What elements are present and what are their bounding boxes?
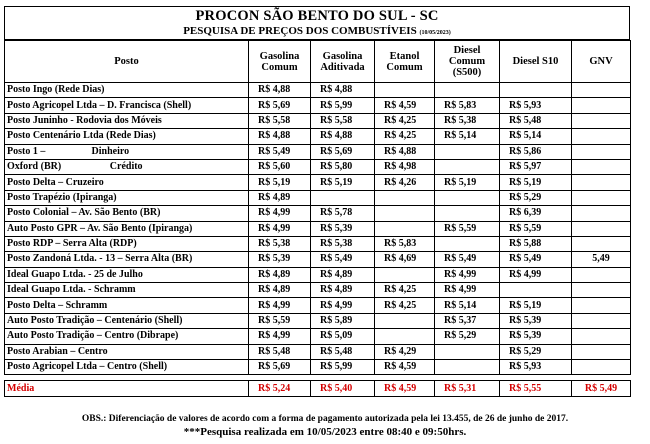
price-gnv: 5,49 bbox=[572, 252, 631, 267]
station-name: Posto Agricopel Ltda – Centro (Shell) bbox=[5, 360, 249, 375]
price-gnv bbox=[572, 360, 631, 375]
price-gasolina-comum: R$ 5,59 bbox=[249, 313, 311, 328]
price-gasolina-aditivada: R$ 5,48 bbox=[311, 344, 375, 359]
station-name: Posto Delta – Cruzeiro bbox=[5, 175, 249, 190]
price-diesel-s10: R$ 5,19 bbox=[500, 175, 572, 190]
price-diesel-s10: R$ 5,39 bbox=[500, 313, 572, 328]
price-diesel-s10: R$ 5,14 bbox=[500, 129, 572, 144]
price-diesel-comum: R$ 4,99 bbox=[435, 283, 500, 298]
station-name: Posto RDP – Serra Alta (RDP) bbox=[5, 236, 249, 251]
station-name: Posto Arabian – Centro bbox=[5, 344, 249, 359]
table-row bbox=[5, 113, 631, 128]
price-gnv bbox=[572, 329, 631, 344]
payment-mode-label: Dinheiro bbox=[91, 145, 130, 157]
price-table-body bbox=[5, 83, 631, 375]
price-diesel-comum: R$ 5,49 bbox=[435, 252, 500, 267]
table-row bbox=[5, 329, 631, 344]
page-title: PROCON SÃO BENTO DO SUL - SC bbox=[195, 8, 439, 24]
price-gnv bbox=[572, 83, 631, 98]
price-etanol: R$ 5,83 bbox=[375, 236, 435, 251]
average-diesel-comum: R$ 5,31 bbox=[435, 381, 500, 397]
price-gasolina-comum: R$ 5,39 bbox=[249, 252, 311, 267]
table-row bbox=[5, 190, 631, 205]
price-gasolina-comum: R$ 5,38 bbox=[249, 236, 311, 251]
table-row-oxford-credito bbox=[5, 159, 631, 174]
average-row bbox=[5, 381, 631, 397]
station-name: Ideal Guapo Ltda. - 25 de Julho bbox=[5, 267, 249, 282]
price-etanol: R$ 4,59 bbox=[375, 98, 435, 113]
column-header-diesel-comum: Diesel Comum (S500) bbox=[435, 41, 500, 83]
header-box bbox=[4, 6, 630, 40]
station-name-oxford-dinheiro bbox=[5, 144, 249, 159]
station-name: Posto Juninho - Rodovia dos Móveis bbox=[5, 113, 249, 128]
price-diesel-s10: R$ 5,29 bbox=[500, 344, 572, 359]
table-row bbox=[5, 252, 631, 267]
price-gasolina-comum: R$ 5,49 bbox=[249, 144, 311, 159]
table-row bbox=[5, 360, 631, 375]
table-row bbox=[5, 298, 631, 313]
price-gasolina-comum: R$ 5,19 bbox=[249, 175, 311, 190]
price-diesel-s10: R$ 5,49 bbox=[500, 252, 572, 267]
price-etanol bbox=[375, 329, 435, 344]
average-diesel-s10: R$ 5,55 bbox=[500, 381, 572, 397]
price-etanol: R$ 4,25 bbox=[375, 129, 435, 144]
column-header-posto: Posto bbox=[5, 41, 249, 83]
oxford-label-line: Posto 1 – bbox=[7, 145, 46, 157]
price-gasolina-comum: R$ 4,88 bbox=[249, 83, 311, 98]
price-gnv bbox=[572, 221, 631, 236]
price-gasolina-aditivada: R$ 4,88 bbox=[311, 83, 375, 98]
price-diesel-comum bbox=[435, 159, 500, 174]
price-etanol: R$ 4,88 bbox=[375, 144, 435, 159]
station-name: Posto Delta – Schramm bbox=[5, 298, 249, 313]
price-gasolina-comum: R$ 4,99 bbox=[249, 298, 311, 313]
price-gasolina-aditivada: R$ 5,09 bbox=[311, 329, 375, 344]
price-gnv bbox=[572, 113, 631, 128]
price-gasolina-aditivada: R$ 5,99 bbox=[311, 360, 375, 375]
table-header-row bbox=[5, 41, 631, 83]
table-row bbox=[5, 267, 631, 282]
price-diesel-comum bbox=[435, 83, 500, 98]
price-diesel-comum: R$ 5,38 bbox=[435, 113, 500, 128]
price-diesel-s10: R$ 5,88 bbox=[500, 236, 572, 251]
price-diesel-s10: R$ 5,59 bbox=[500, 221, 572, 236]
average-table bbox=[4, 380, 631, 397]
price-diesel-s10: R$ 6,39 bbox=[500, 206, 572, 221]
price-etanol bbox=[375, 190, 435, 205]
price-gasolina-comum: R$ 4,89 bbox=[249, 283, 311, 298]
price-diesel-s10: R$ 5,97 bbox=[500, 159, 572, 174]
price-diesel-s10: R$ 5,29 bbox=[500, 190, 572, 205]
price-diesel-comum bbox=[435, 360, 500, 375]
price-diesel-comum bbox=[435, 206, 500, 221]
price-diesel-s10: R$ 5,39 bbox=[500, 329, 572, 344]
price-gasolina-aditivada: R$ 4,89 bbox=[311, 283, 375, 298]
column-header-gnv: GNV bbox=[572, 41, 631, 83]
price-table bbox=[4, 40, 631, 375]
price-diesel-s10: R$ 4,99 bbox=[500, 267, 572, 282]
price-gnv bbox=[572, 98, 631, 113]
price-diesel-comum bbox=[435, 190, 500, 205]
price-etanol: R$ 4,59 bbox=[375, 360, 435, 375]
price-gnv bbox=[572, 236, 631, 251]
price-gasolina-comum: R$ 5,58 bbox=[249, 113, 311, 128]
price-gasolina-comum: R$ 4,88 bbox=[249, 129, 311, 144]
price-gasolina-aditivada: R$ 5,58 bbox=[311, 113, 375, 128]
price-gasolina-comum: R$ 5,69 bbox=[249, 360, 311, 375]
price-diesel-s10: R$ 5,93 bbox=[500, 98, 572, 113]
price-gasolina-aditivada: R$ 5,39 bbox=[311, 221, 375, 236]
station-name: Auto Posto Tradição – Centro (Dibrape) bbox=[5, 329, 249, 344]
average-gnv: R$ 5,49 bbox=[572, 381, 631, 397]
station-name: Posto Centenário Ltda (Rede Dias) bbox=[5, 129, 249, 144]
table-row bbox=[5, 313, 631, 328]
table-row bbox=[5, 283, 631, 298]
price-diesel-comum: R$ 5,14 bbox=[435, 298, 500, 313]
table-row bbox=[5, 344, 631, 359]
price-gasolina-aditivada: R$ 5,49 bbox=[311, 252, 375, 267]
price-gasolina-comum: R$ 4,89 bbox=[249, 267, 311, 282]
price-gnv bbox=[572, 267, 631, 282]
price-gnv bbox=[572, 298, 631, 313]
price-diesel-comum: R$ 5,59 bbox=[435, 221, 500, 236]
price-diesel-comum: R$ 5,83 bbox=[435, 98, 500, 113]
price-gasolina-comum: R$ 4,89 bbox=[249, 190, 311, 205]
price-gasolina-aditivada: R$ 5,38 bbox=[311, 236, 375, 251]
price-diesel-s10 bbox=[500, 83, 572, 98]
price-etanol: R$ 4,25 bbox=[375, 283, 435, 298]
average-gasolina-comum: R$ 5,24 bbox=[249, 381, 311, 397]
price-gasolina-comum: R$ 4,99 bbox=[249, 221, 311, 236]
price-gasolina-aditivada: R$ 5,78 bbox=[311, 206, 375, 221]
subtitle-text: PESQUISA DE PREÇOS DOS COMBUSTÍVEIS bbox=[183, 25, 417, 37]
price-etanol bbox=[375, 83, 435, 98]
price-diesel-comum: R$ 4,99 bbox=[435, 267, 500, 282]
price-diesel-comum bbox=[435, 344, 500, 359]
price-gasolina-aditivada: R$ 5,19 bbox=[311, 175, 375, 190]
price-diesel-comum bbox=[435, 236, 500, 251]
price-etanol: R$ 4,25 bbox=[375, 113, 435, 128]
observation-note: OBS.: Diferenciação de valores de acordo com a forma de pagamento autorizada pela lei 13.455, de 26 de junho de 2017. bbox=[81, 414, 569, 424]
station-name: Ideal Guapo Ltda. - Schramm bbox=[5, 283, 249, 298]
price-gasolina-aditivada: R$ 5,69 bbox=[311, 144, 375, 159]
price-etanol bbox=[375, 221, 435, 236]
average-label: Média bbox=[5, 381, 249, 397]
table-row bbox=[5, 206, 631, 221]
price-gasolina-comum: R$ 4,99 bbox=[249, 329, 311, 344]
price-gnv bbox=[572, 144, 631, 159]
price-gnv bbox=[572, 206, 631, 221]
price-gasolina-aditivada: R$ 4,88 bbox=[311, 129, 375, 144]
oxford-label-line: Oxford (BR) bbox=[7, 161, 62, 173]
price-gasolina-aditivada: R$ 5,89 bbox=[311, 313, 375, 328]
column-header-gasolina-comum: Gasolina Comum bbox=[249, 41, 311, 83]
column-header-gasolina-aditivada: Gasolina Aditivada bbox=[311, 41, 375, 83]
price-etanol: R$ 4,69 bbox=[375, 252, 435, 267]
price-etanol: R$ 4,98 bbox=[375, 159, 435, 174]
table-row bbox=[5, 83, 631, 98]
price-gasolina-aditivada: R$ 4,99 bbox=[311, 298, 375, 313]
payment-mode-label: Crédito bbox=[109, 161, 143, 173]
price-gasolina-comum: R$ 5,48 bbox=[249, 344, 311, 359]
price-diesel-comum: R$ 5,37 bbox=[435, 313, 500, 328]
price-gasolina-aditivada: R$ 4,89 bbox=[311, 267, 375, 282]
table-row bbox=[5, 221, 631, 236]
price-diesel-comum: R$ 5,29 bbox=[435, 329, 500, 344]
price-gasolina-aditivada: R$ 5,80 bbox=[311, 159, 375, 174]
price-diesel-s10: R$ 5,48 bbox=[500, 113, 572, 128]
price-gnv bbox=[572, 344, 631, 359]
price-etanol bbox=[375, 206, 435, 221]
station-name: Posto Colonial – Av. São Bento (BR) bbox=[5, 206, 249, 221]
column-header-diesel-s10: Diesel S10 bbox=[500, 41, 572, 83]
price-etanol: R$ 4,29 bbox=[375, 344, 435, 359]
price-gnv bbox=[572, 129, 631, 144]
table-row bbox=[5, 98, 631, 113]
price-diesel-comum: R$ 5,19 bbox=[435, 175, 500, 190]
price-gnv bbox=[572, 313, 631, 328]
column-header-etanol: Etanol Comum bbox=[375, 41, 435, 83]
average-etanol: R$ 4,59 bbox=[375, 381, 435, 397]
station-name: Posto Agricopel Ltda – D. Francisca (Shell) bbox=[5, 98, 249, 113]
station-name: Posto Trapézio (Ipiranga) bbox=[5, 190, 249, 205]
price-gasolina-comum: R$ 5,69 bbox=[249, 98, 311, 113]
subtitle-date: (10/05/2023) bbox=[419, 30, 451, 36]
price-diesel-s10 bbox=[500, 283, 572, 298]
price-diesel-s10: R$ 5,93 bbox=[500, 360, 572, 375]
price-etanol: R$ 4,26 bbox=[375, 175, 435, 190]
price-gnv bbox=[572, 175, 631, 190]
average-gasolina-aditivada: R$ 5,40 bbox=[311, 381, 375, 397]
table-row bbox=[5, 129, 631, 144]
page-subtitle bbox=[5, 25, 629, 40]
price-diesel-s10: R$ 5,86 bbox=[500, 144, 572, 159]
price-gasolina-aditivada bbox=[311, 190, 375, 205]
price-etanol bbox=[375, 267, 435, 282]
price-gasolina-aditivada: R$ 5,99 bbox=[311, 98, 375, 113]
price-etanol bbox=[375, 313, 435, 328]
survey-time-note: ***Pesquisa realizada em 10/05/2023 entre 08:40 e 09:50hrs. bbox=[183, 426, 467, 438]
price-diesel-comum bbox=[435, 144, 500, 159]
price-gasolina-comum: R$ 4,99 bbox=[249, 206, 311, 221]
price-gnv bbox=[572, 190, 631, 205]
table-row-oxford-dinheiro bbox=[5, 144, 631, 159]
table-row bbox=[5, 175, 631, 190]
station-name: Posto Ingo (Rede Dias) bbox=[5, 83, 249, 98]
station-name-oxford-credito bbox=[5, 159, 249, 174]
station-name: Auto Posto GPR – Av. São Bento (Ipiranga) bbox=[5, 221, 249, 236]
price-gasolina-comum: R$ 5,60 bbox=[249, 159, 311, 174]
price-gnv bbox=[572, 159, 631, 174]
price-gnv bbox=[572, 283, 631, 298]
price-diesel-comum: R$ 5,14 bbox=[435, 129, 500, 144]
price-etanol: R$ 4,25 bbox=[375, 298, 435, 313]
table-row bbox=[5, 236, 631, 251]
price-diesel-s10: R$ 5,19 bbox=[500, 298, 572, 313]
station-name: Auto Posto Tradição – Centenário (Shell) bbox=[5, 313, 249, 328]
station-name: Posto Zandoná Ltda. - 13 – Serra Alta (BR) bbox=[5, 252, 249, 267]
